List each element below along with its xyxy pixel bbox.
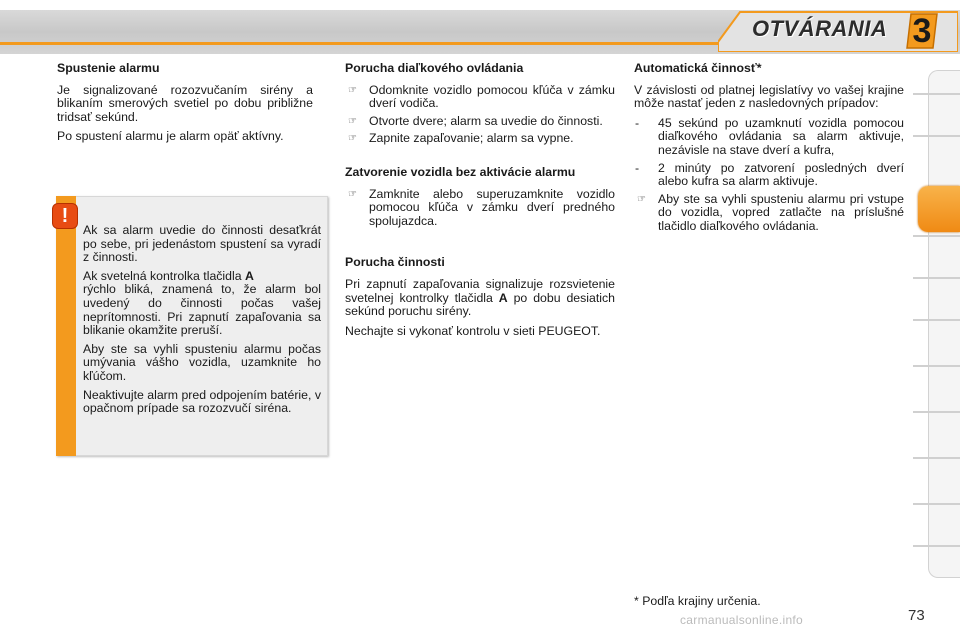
section-heading: Automatická činnosť* [634,61,762,75]
chapter-tab-active[interactable] [918,186,960,232]
list-item-text: Aby ste sa vyhli spusteniu alarmu pri vstupe do vozidla, vopred zatlačte na príslušné tlačidlo diaľkového ovládania. [658,191,904,233]
list-item-text: Odomknite vozidlo pomocou kľúča v zámku dverí vodiča. [369,82,615,111]
chapter-number-badge [905,12,939,50]
warning-paragraph: Aby ste sa vyhli spusteniu alarmu počas umývania vášho vozidla, uzamknite ho kľúčom. [83,341,321,383]
chapter-tab-divider [913,365,960,367]
section-malfunction [345,256,615,338]
chapter-tab-divider [913,319,960,321]
chapter-tab-divider [913,503,960,505]
header-accent-line [0,42,720,45]
chapter-tab-divider [913,411,960,413]
warning-paragraph: rýchlo bliká, znamená to, že alarm bol uvedený do činnosti počas vašej neprítomnosti. Pri zapnutí zapaľovania sa blikanie okamžite preruší. [83,282,321,338]
section-heading: Porucha diaľkového ovládania [345,61,524,75]
section-lock-without-alarm [345,166,615,228]
list-item-text: Zapnite zapaľovanie; alarm sa vypne. [369,131,574,146]
middle-column [345,62,615,348]
watermark: carmanualsonline.info [680,613,804,627]
paragraph-text: Pri zapnutí zapaľovania signalizuje rozsvietenie svetelnej kontrolky tlačidla [345,276,615,305]
list-item [345,115,615,129]
key-label: A [245,268,254,283]
chapter-tab-divider [913,457,960,459]
chapter-tab-divider [913,545,960,547]
chapter-number: 3 [912,12,932,50]
list-item [345,84,615,111]
list-item [634,162,904,189]
list-item [345,132,615,146]
chapter-tab-strip [928,70,960,578]
paragraph: Po spustení alarmu je alarm opäť aktívny. [57,129,284,144]
section-heading: Zatvorenie vozidla bez aktivácie alarmu [345,164,576,179]
section-remote-failure [345,62,615,146]
left-column [57,62,313,150]
page-number: 73 [908,607,925,624]
chapter-title: OTVÁRANIA [752,16,888,41]
pointing-hand-icon: ☞ [637,193,646,205]
warning-text [83,224,321,421]
list-item-text: 2 minúty po zatvorení posledných dverí alebo kufra sa alarm aktivuje. [658,160,904,189]
chapter-tab-divider [913,135,960,137]
warning-prefix: Ak svetelná kontrolka tlačidla [83,268,242,283]
paragraph [345,278,615,319]
section-heading: Porucha činnosti [345,255,445,270]
key-label: A [498,290,508,305]
exclamation-icon: ! [53,204,77,228]
chapter-tab-divider [913,235,960,237]
paragraph-text: po dobu desiatich sekúnd poruchu sirény. [345,290,615,319]
right-column [634,62,904,238]
warning-accent-bar [56,196,76,456]
list-item-text: Otvorte dvere; alarm sa uvedie do činnosti. [369,113,603,128]
chapter-header [0,0,960,56]
paragraph: V závislosti od platnej legislatívy vo vašej krajine môže nastať jeden z nasledovných prípadov: [634,82,904,111]
paragraph: Nechajte si vykonať kontrolu v sieti PEUGEOT. [345,323,601,338]
list-item [634,117,904,158]
list-item-text: Zamknite alebo superuzamknite vozidlo pomocou kľúča v zámku dverí predného spolujazdca. [369,186,615,228]
footnote: * Podľa krajiny určenia. [634,594,761,608]
warning-paragraph: Ak sa alarm uvedie do činnosti desaťkrát po sebe, pri jedenástom spustení sa vyradí z činnosti. [83,223,321,265]
list-item [345,188,615,229]
dash-marker: - [635,115,640,130]
list-item-text: 45 sekúnd po uzamknutí vozidla pomocou diaľkového ovládania sa alarm aktivuje, nezávisle na stave dverí a kufra, [658,115,904,157]
pointing-hand-icon: ☞ [348,84,357,96]
section-heading: Spustenie alarmu [57,61,160,75]
warning-paragraph [83,270,321,284]
dash-marker: - [635,160,640,175]
warning-paragraph: Neaktivujte alarm pred odpojením batérie, v opačnom prípade sa rozozvučí siréna. [83,387,321,416]
pointing-hand-icon: ☞ [348,188,357,200]
paragraph: Je signalizované rozozvučaním sirény a blikaním smerových svetiel po dobu približne tridsať sekúnd. [57,82,313,124]
list-item [634,193,904,234]
pointing-hand-icon: ☞ [348,133,357,145]
chapter-tab-divider [913,277,960,279]
pointing-hand-icon: ☞ [348,115,357,127]
chapter-tab-divider [913,93,960,95]
